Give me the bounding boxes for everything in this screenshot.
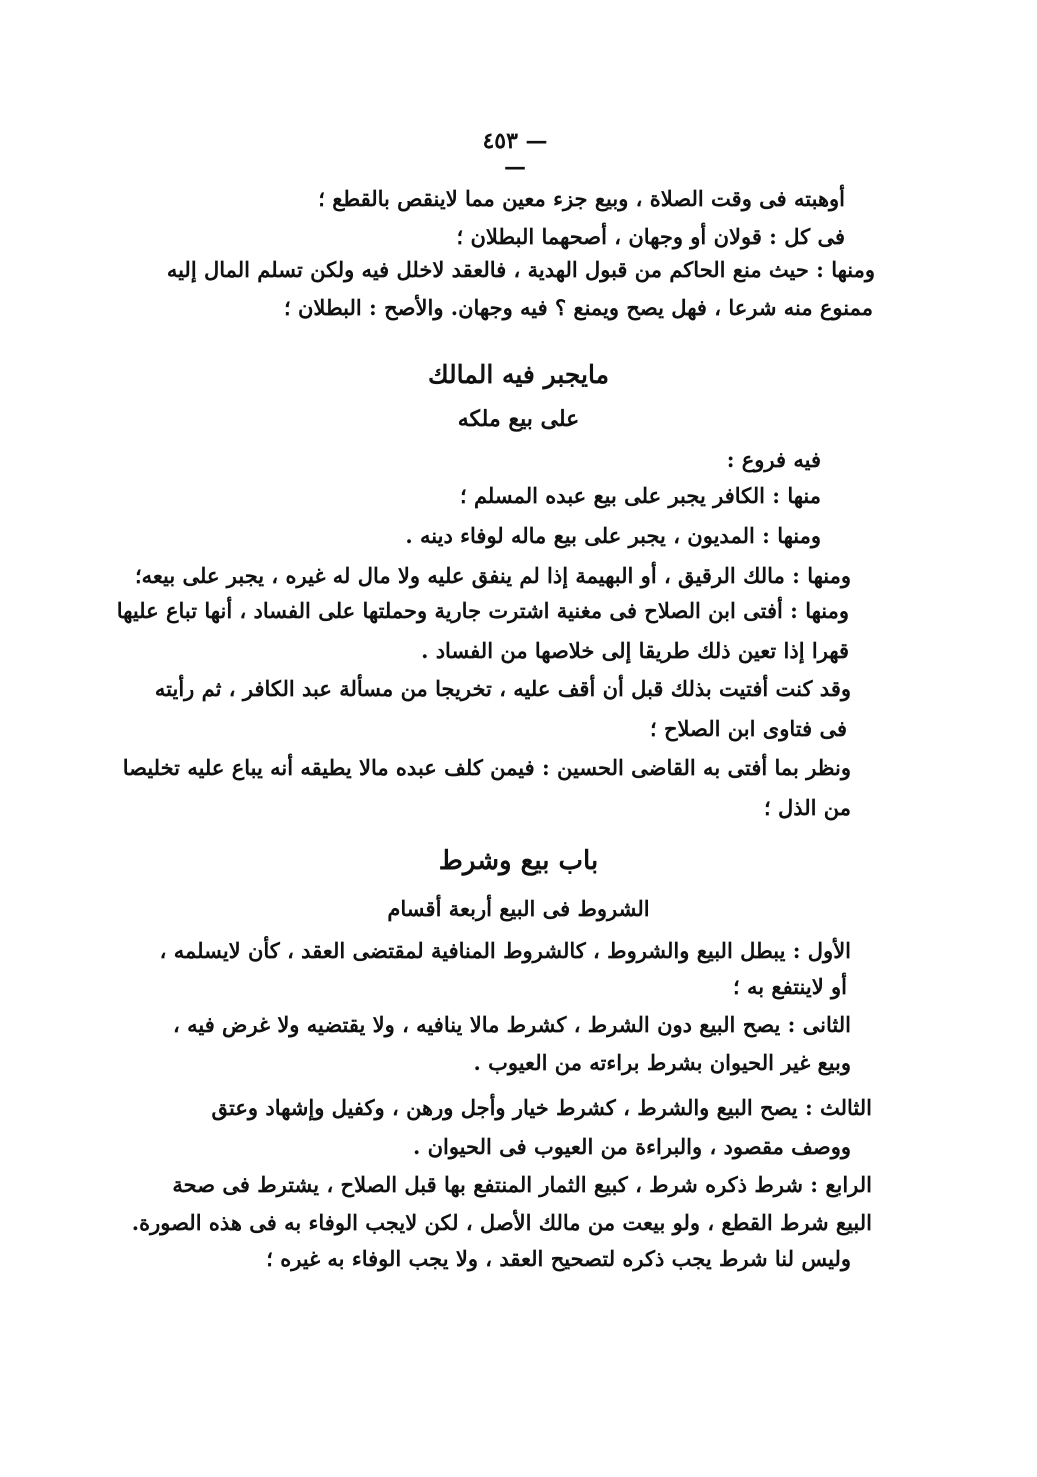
text-line: فى كل : قولان أو وجهان ، أصحهما البطلان ؛ [456,224,845,249]
text-line: ونظر بما أفتى به القاضى الحسين : فيمن كلف عبده مالا يطيقه أنه يباع عليه تخليصا [122,755,851,780]
text-line: وقد كنت أفتيت بذلك قبل أن أقف عليه ، تخريجا من مسألة عبد الكافر ، ثم رأيته [154,676,851,701]
section-subtitle: على بيع ملكه [457,406,580,432]
chapter-subtitle: الشروط فى البيع أربعة أقسام [387,896,650,921]
section-title: مايجبر فيه المالك [427,360,610,389]
text-line: الأول : يبطل البيع والشروط ، كالشروط المنافية لمقتضى العقد ، كأن لايسلمه ، [159,938,851,963]
text-line: الثانى : يصح البيع دون الشرط ، كشرط مالا ينافيه ، ولا يقتضيه ولا غرض فيه ، [173,1012,851,1037]
text-line: الرابع : شرط ذكره شرط ، كبيع الثمار المنتفع بها قبل الصلاح ، يشترط فى صحة [172,1172,872,1197]
text-line: من الذل ؛ [763,795,851,820]
text-line: ممنوع منه شرعا ، فهل يصح ويمنع ؟ فيه وجهان. والأصح : البطلان ؛ [284,295,873,320]
page-number: — ٤٥٣ — [482,128,548,180]
text-line: أو لاينتفع به ؛ [733,974,847,999]
text-line: وليس لنا شرط يجب ذكره لتصحيح العقد ، ولا يجب الوفاء به غيره ؛ [266,1246,851,1271]
text-line: البيع شرط القطع ، ولو بيعت من مالك الأصل ، لكن لايجب الوفاء به فى هذه الصورة. [131,1210,872,1235]
text-line: وبيع غير الحيوان بشرط براءته من العيوب . [473,1050,851,1075]
text-line: منها : الكافر يجبر على بيع عبده المسلم ؛ [459,483,821,508]
text-line: ومنها : حيث منع الحاكم من قبول الهدية ، فالعقد لاخلل فيه ولكن تسلم المال إليه [166,257,875,282]
text-line: فى فتاوى ابن الصلاح ؛ [649,716,847,741]
chapter-title: باب بيع وشرط [438,846,599,876]
text-line: فيه فروع : [726,447,821,472]
text-line: الثالث : يصح البيع والشرط ، كشرط خيار وأجل ورهن ، وكفيل وإشهاد وعتق [211,1095,872,1120]
text-line: ومنها : مالك الرقيق ، أو البهيمة إذا لم ينفق عليه ولا مال له غيره ، يجبر على بيعه؛ [134,563,851,588]
text-line: ووصف مقصود ، والبراءة من العيوب فى الحيوان . [412,1134,851,1159]
text-line: ومنها : أفتى ابن الصلاح فى مغنية اشترت جارية وحملتها على الفساد ، أنها تباع عليها [116,598,849,623]
text-line: قهرا إذا تعين ذلك طريقا إلى خلاصها من الفساد . [421,638,849,663]
text-line: ومنها : المديون ، يجبر على بيع ماله لوفاء دينه . [405,523,821,548]
text-line: أوهبته فى وقت الصلاة ، وبيع جزء معين مما لاينقص بالقطع ؛ [318,186,845,211]
